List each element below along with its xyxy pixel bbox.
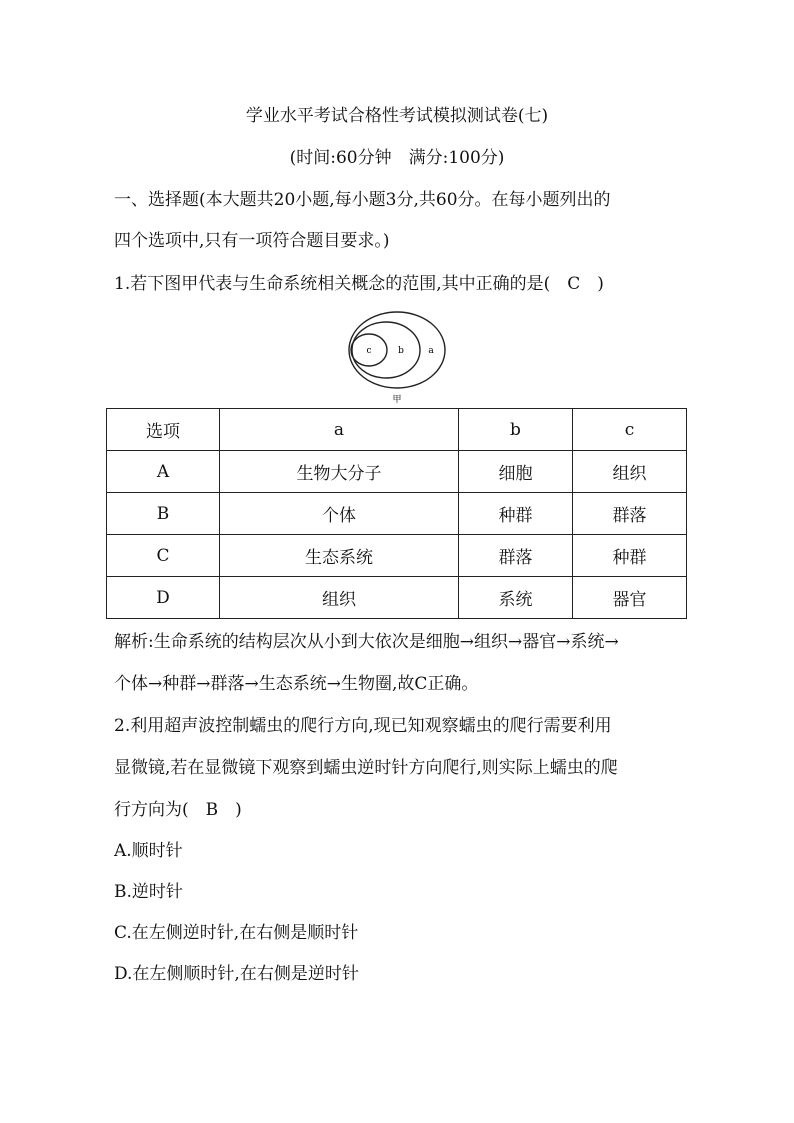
table-header-cell: a xyxy=(220,409,459,451)
table-header-cell: c xyxy=(573,409,687,451)
question-2-option-b: B.逆时针 xyxy=(114,882,183,902)
table-cell: 器官 xyxy=(573,577,687,619)
table-cell: 种群 xyxy=(459,493,573,535)
question-2-option-a: A.顺时针 xyxy=(114,841,183,861)
table-cell: 生物大分子 xyxy=(220,451,459,493)
table-header-row xyxy=(107,409,687,451)
exam-subtitle: (时间:60分钟 满分:100分) xyxy=(289,148,505,168)
venn-diagram xyxy=(345,310,449,406)
table-header-cell: b xyxy=(459,409,573,451)
section-heading-line2: 四个选项中,只有一项符合题目要求。) xyxy=(114,231,390,251)
question-1-stem: 1.若下图甲代表与生命系统相关概念的范围,其中正确的是( C ) xyxy=(114,274,604,294)
table-cell: 组织 xyxy=(573,451,687,493)
table-cell: 个体 xyxy=(220,493,459,535)
venn-label-c: c xyxy=(366,346,372,356)
page-title: 学业水平考试合格性考试模拟测试卷(七) xyxy=(245,106,549,126)
question-2-option-d: D.在左侧顺时针,在右侧是逆时针 xyxy=(114,964,359,984)
analysis-line2: 个体→种群→群落→生态系统→生物圈,故C正确。 xyxy=(114,674,479,694)
table-cell: C xyxy=(107,535,220,577)
table-cell: D xyxy=(107,577,220,619)
question-2-option-c: C.在左侧逆时针,在右侧是顺时针 xyxy=(114,923,359,943)
analysis-line1: 解析:生命系统的结构层次从小到大依次是细胞→组织→器官→系统→ xyxy=(114,632,619,652)
question-2-stem-line3: 行方向为( B ) xyxy=(114,800,242,820)
table-header-cell: 选项 xyxy=(107,409,220,451)
table-row xyxy=(107,535,687,577)
table-cell: 系统 xyxy=(459,577,573,619)
options-table xyxy=(106,408,687,619)
table-cell: B xyxy=(107,493,220,535)
table-cell: 细胞 xyxy=(459,451,573,493)
circle-b xyxy=(352,322,420,378)
question-2-stem-line2: 显微镜,若在显微镜下观察到蠕虫逆时针方向爬行,则实际上蠕虫的爬 xyxy=(114,758,618,778)
table-row xyxy=(107,451,687,493)
table-cell: 群落 xyxy=(573,493,687,535)
table-cell: 生态系统 xyxy=(220,535,459,577)
table-row xyxy=(107,493,687,535)
venn-label-b: b xyxy=(398,346,404,356)
table-cell: 种群 xyxy=(573,535,687,577)
venn-label-a: a xyxy=(428,346,434,356)
table-row xyxy=(107,577,687,619)
section-heading-line1: 一、选择题(本大题共20小题,每小题3分,共60分。在每小题列出的 xyxy=(114,190,611,210)
question-2-stem-line1: 2.利用超声波控制蠕虫的爬行方向,现已知观察蠕虫的爬行需要利用 xyxy=(114,716,612,736)
table-cell: A xyxy=(107,451,220,493)
venn-caption: 甲 xyxy=(392,395,402,405)
table-cell: 群落 xyxy=(459,535,573,577)
table-cell: 组织 xyxy=(220,577,459,619)
